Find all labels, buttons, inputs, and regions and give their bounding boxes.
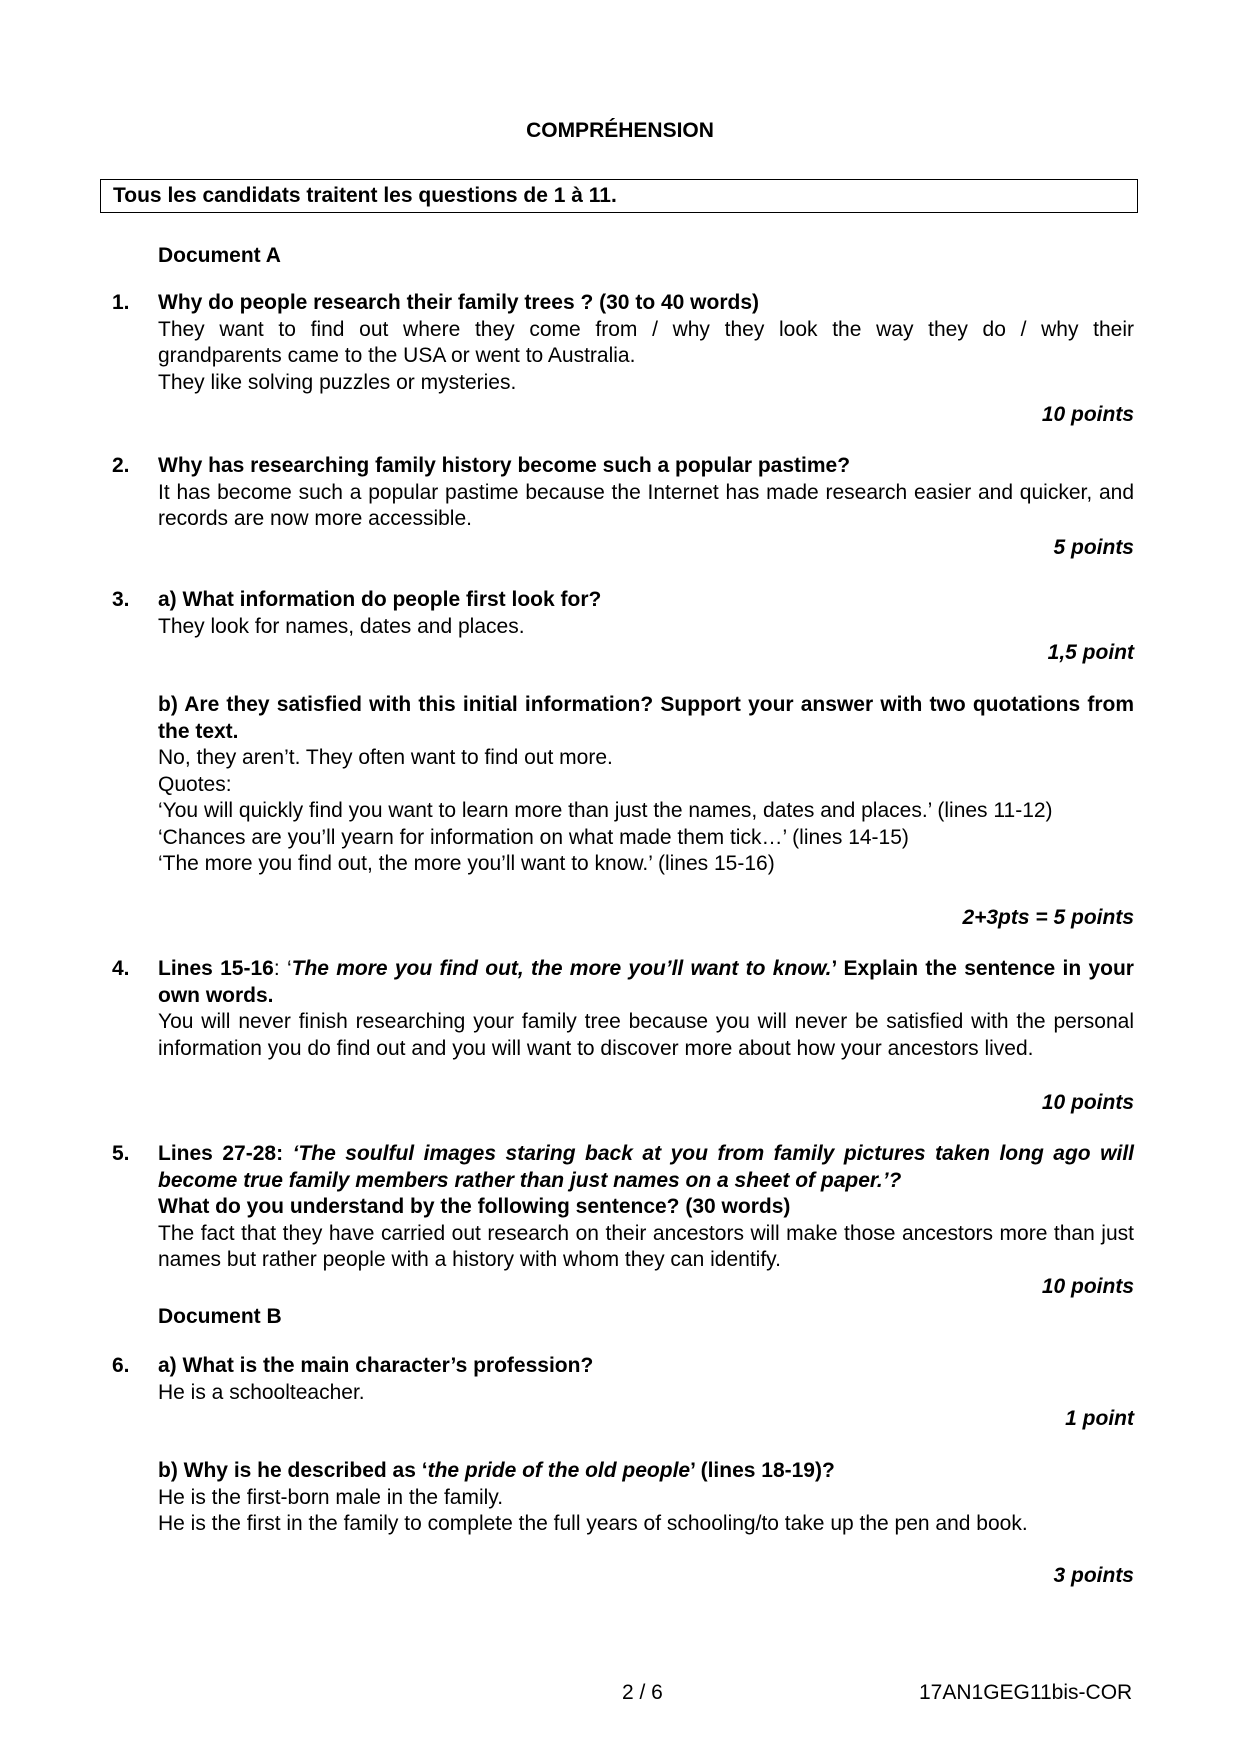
answer-text: grandparents came to the USA or went to Australia.: [158, 344, 636, 367]
question-prefix: b) Why is he described as ‘: [158, 1459, 428, 1482]
question-text: [158, 1141, 1134, 1194]
question-text: a) What is the main character’s profession?: [158, 1354, 594, 1377]
quotes-label: Quotes:: [158, 772, 232, 796]
quote-text: ‘Chances are you’ll yearn for information on what made them tick…’ (lines 14-15): [158, 825, 909, 849]
question-text: a) What information do people first look for?: [158, 588, 602, 611]
points-label: 5 points: [1053, 536, 1134, 559]
question-quote: the pride of the old people: [427, 1459, 691, 1482]
question-text: [158, 956, 1134, 1009]
question-text: Why do people research their family trees ? (30 to 40 words): [158, 291, 760, 314]
points-label: 10 points: [1041, 1091, 1134, 1114]
points-label: 3 points: [1053, 1564, 1134, 1587]
question-number: 5.: [112, 1142, 130, 1165]
question-quote: ‘The soulful images staring back at you from family pictures taken long ago will become true family members rather than just names on a sheet of paper.’?: [158, 1142, 1134, 1192]
question-number: 3.: [112, 588, 130, 611]
question-number: 1.: [112, 291, 130, 314]
question-text: b) Are they satisfied with this initial information? Support your answer with two quotations from the text.: [158, 693, 1134, 743]
answer-text: They want to find out where they come from / why they look the way they do / why their: [158, 317, 1134, 341]
question-separator: : ‘: [273, 957, 292, 980]
question-suffix: ’ Explain the sentence in your own words.: [158, 957, 1134, 1007]
document-a-heading: Document A: [158, 244, 281, 267]
document-b-heading: Document B: [158, 1305, 282, 1328]
document-code: 17AN1GEG11bis-COR: [919, 1681, 1133, 1704]
page-title: COMPRÉHENSION: [526, 119, 714, 142]
answer-text: It has become such a popular pastime because the Internet has made research easier and quicker, and records are now more accessible.: [158, 480, 1134, 530]
question-quote: The more you find out, the more you’ll want to know.: [291, 957, 832, 980]
question-number: 6.: [112, 1354, 130, 1377]
answer-text: He is a schoolteacher.: [158, 1380, 365, 1404]
instruction-text: Tous les candidats traitent les questions de 1 à 11.: [113, 184, 617, 207]
answer-text: He is the first-born male in the family.: [158, 1485, 504, 1509]
question-prefix: Lines 27-28:: [158, 1142, 293, 1165]
quote-text: ‘The more you find out, the more you’ll want to know.’ (lines 15-16): [158, 852, 775, 875]
answer-text: You will never finish researching your family tree because you will never be satisfied with the personal information you do find out and you will want to discover more about how your ancestors lived.: [158, 1010, 1134, 1060]
answer-text: No, they aren’t. They often want to find out more.: [158, 746, 613, 769]
points-label: 1,5 point: [1047, 641, 1134, 664]
answer-text: He is the first in the family to complete the full years of schooling/to take up the pen and book.: [158, 1512, 1028, 1535]
points-label: 1 point: [1065, 1407, 1134, 1430]
question-suffix: ’ (lines 18-19)?: [690, 1459, 835, 1482]
instruction-box: [100, 179, 1138, 213]
quote-text: ‘You will quickly find you want to learn more than just the names, dates and places.’ (lines 11-12): [158, 799, 1053, 822]
question-text: [158, 1458, 1134, 1485]
question-number: 2.: [112, 454, 130, 477]
answer-text: The fact that they have carried out research on their ancestors will make those ancestors more than just names but rather people with a history with whom they can identify.: [158, 1221, 1134, 1271]
points-label: 2+3pts = 5 points: [962, 906, 1134, 929]
answer-text: They look for names, dates and places.: [158, 614, 525, 638]
question-text: Why has researching family history become such a popular pastime?: [158, 454, 851, 477]
question-number: 4.: [112, 957, 130, 980]
points-label: 10 points: [1041, 1275, 1134, 1298]
question-prefix: Lines 15-16: [158, 957, 274, 980]
question-text: What do you understand by the following sentence? (30 words): [158, 1195, 791, 1218]
page-number: 2 / 6: [622, 1681, 663, 1704]
points-label: 10 points: [1041, 403, 1134, 426]
answer-text: They like solving puzzles or mysteries.: [158, 370, 517, 394]
